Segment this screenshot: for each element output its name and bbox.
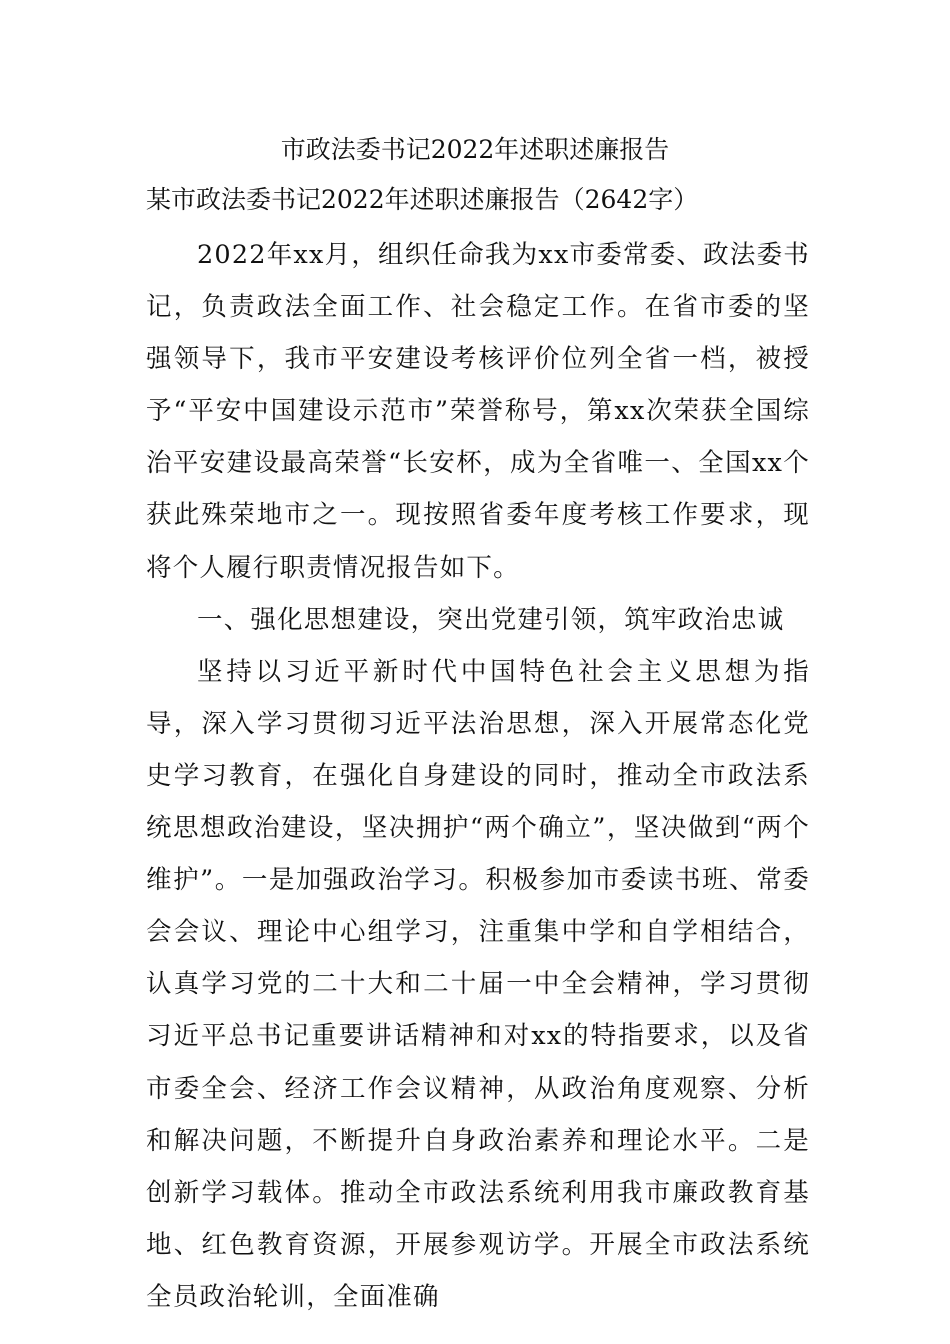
section-heading-1: 一、强化思想建设，突出党建引领，筑牢政治忠诚 — [197, 604, 785, 635]
document-body — [146, 229, 810, 1323]
paragraph-intro: 2022年xx月，组织任命我为xx市委常委、政法委书记，负责政法全面工作、社会稳定工作。在省市委的坚强领导下，我市平安建设考核评价位列全省一档，被授予“平安中国建设示范市”荣誉称号，第xx次荣获全国综治平安建设最高荣誉“长安杯，成为全省唯一、全国xx个获此殊荣地市之一。现按照省委年度考核工作要求，现将个人履行职责情况报告如下。 — [146, 240, 810, 583]
document-subtitle: 某市政法委书记2022年述职述廉报告（2642字） — [146, 185, 699, 214]
document-title: 市政法委书记2022年述职述廉报告 — [280, 135, 670, 164]
paragraph-section-1: 坚持以习近平新时代中国特色社会主义思想为指导，深入学习贯彻习近平法治思想，深入开展常态化党史学习教育，在强化自身建设的同时，推动全市政法系统思想政治建设，坚决拥护“两个确立”，坚决做到“两个维护”。一是加强政治学习。积极参加市委读书班、常委会会议、理论中心组学习，注重集中学和自学相结合，认真学习党的二十大和二十届一中全会精神，学习贯彻习近平总书记重要讲话精神和对xx的特指要求，以及省市委全会、经济工作会议精神，从政治角度观察、分析和解决问题，不断提升自身政治素养和理论水平。二是创新学习载体。推动全市政法系统利用我市廉政教育基地、红色教育资源，开展参观访学。开展全市政法系统全员政治轮训，全面准确 — [146, 656, 810, 1312]
